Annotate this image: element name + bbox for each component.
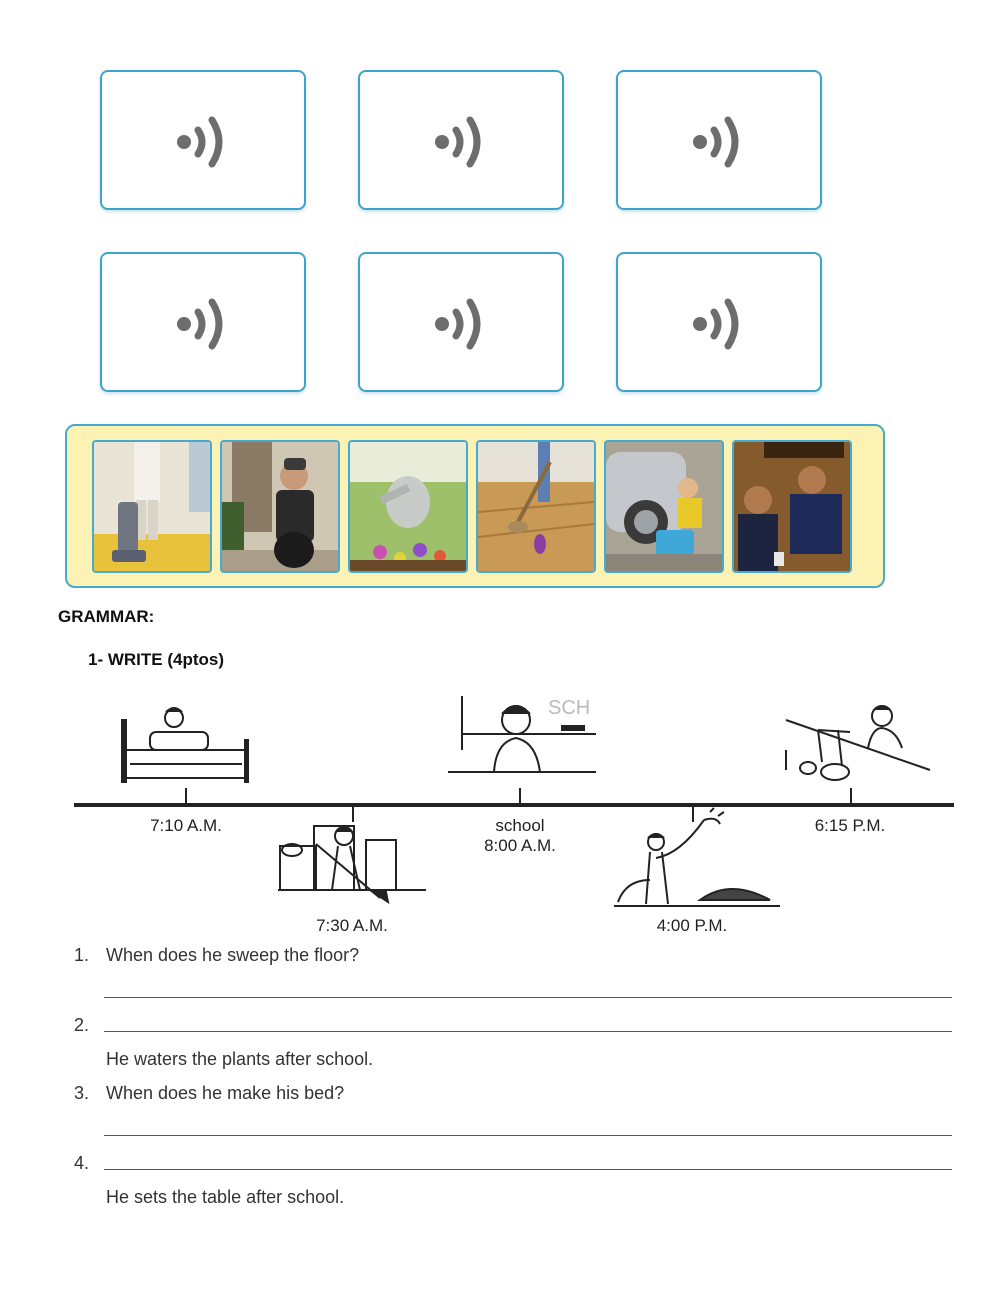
setting-table-illustration — [786, 706, 930, 780]
question-4-number: 4. — [74, 1153, 90, 1173]
photo-sweeping-floor[interactable] — [476, 440, 596, 573]
exercise-title: 1- WRITE (4ptos) — [88, 650, 224, 669]
time-label-make-bed: 7:10 A.M. — [150, 816, 222, 835]
speaker-icon — [432, 114, 496, 170]
grammar-heading: GRAMMAR: — [58, 607, 155, 626]
answer-4-input[interactable] — [104, 1148, 952, 1170]
board-text: SCH — [548, 697, 591, 719]
timeline-illustration — [70, 690, 960, 920]
making-bed-illustration — [122, 708, 248, 782]
photo-hanging-picture[interactable] — [732, 440, 852, 573]
question-1-number: 1. — [74, 945, 90, 965]
time-label-set-table: 6:15 P.M. — [814, 816, 886, 835]
audio-card-5[interactable] — [358, 252, 564, 392]
sweeping-illustration — [278, 826, 426, 902]
watering-illustration — [614, 808, 780, 906]
time-label-sweep: 7:30 A.M. — [316, 916, 388, 935]
speaker-icon — [174, 114, 238, 170]
time-label-water-plants: 4:00 P.M. — [656, 916, 728, 935]
question-4-text: He sets the table after school. — [106, 1187, 345, 1207]
question-1-text: When does he sweep the floor? — [106, 945, 360, 965]
answer-3-input[interactable] — [104, 1114, 952, 1136]
photo-strip — [65, 424, 885, 588]
school-label: school — [495, 816, 545, 835]
audio-card-6[interactable] — [616, 252, 822, 392]
speaker-icon — [174, 296, 238, 352]
photo-watering-plants[interactable] — [348, 440, 468, 573]
question-3-text: When does he make his bed? — [106, 1083, 345, 1103]
audio-card-2[interactable] — [358, 70, 564, 210]
audio-card-1[interactable] — [100, 70, 306, 210]
answer-2-input[interactable] — [104, 1010, 952, 1032]
time-label-school: 8:00 A.M. — [484, 836, 556, 855]
question-2-number: 2. — [74, 1015, 90, 1035]
speaker-icon — [432, 296, 496, 352]
photo-washing-car[interactable] — [604, 440, 724, 573]
audio-card-4[interactable] — [100, 252, 306, 392]
question-3-number: 3. — [74, 1083, 90, 1103]
speaker-icon — [690, 296, 754, 352]
photo-taking-out-trash[interactable] — [220, 440, 340, 573]
answer-1-input[interactable] — [104, 976, 952, 998]
audio-card-3[interactable] — [616, 70, 822, 210]
speaker-icon — [690, 114, 754, 170]
photo-vacuuming[interactable] — [92, 440, 212, 573]
question-2-text: He waters the plants after school. — [106, 1049, 374, 1069]
